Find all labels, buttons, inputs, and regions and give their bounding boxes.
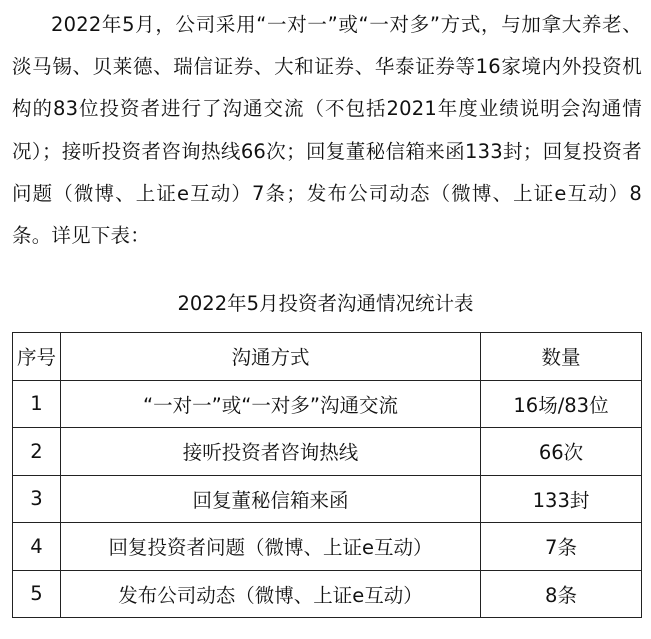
cell-quantity: 66次 — [481, 428, 642, 476]
header-method: 沟通方式 — [61, 333, 481, 381]
cell-quantity: 16场/83位 — [481, 380, 642, 428]
table-row — [13, 523, 642, 571]
cell-method: 回复投资者问题（微博、上证e互动） — [61, 523, 481, 571]
cell-index: 3 — [13, 475, 61, 523]
cell-index: 2 — [13, 428, 61, 476]
table-header-row — [13, 333, 642, 381]
cell-method: “一对一”或“一对多”沟通交流 — [61, 380, 481, 428]
cell-index: 5 — [13, 570, 61, 618]
table-row — [13, 475, 642, 523]
table-row — [13, 380, 642, 428]
cell-method: 回复董秘信箱来函 — [61, 475, 481, 523]
cell-index: 4 — [13, 523, 61, 571]
cell-quantity: 8条 — [481, 570, 642, 618]
header-index: 序号 — [13, 333, 61, 381]
cell-index: 1 — [13, 380, 61, 428]
statistics-table — [12, 332, 642, 618]
cell-method: 接听投资者咨询热线 — [61, 428, 481, 476]
table-row — [13, 570, 642, 618]
body-paragraph: 2022年5月，公司采用“一对一”或“一对多”方式，与加拿大养老、淡马锡、贝莱德、瑞信证券、大和证券、华泰证券等16家境内外投资机构的83位投资者进行了沟通交流（不包括2021年度业绩说明会沟通情况）；接听投资者咨询热线66次；回复董秘信箱来函133封；回复投资者问题（微博、上证e互动）7条；发布公司动态（微博、上证e互动）8条。详见下表： — [12, 13, 642, 248]
table-title: 2022年5月投资者沟通情况统计表 — [177, 292, 474, 315]
cell-method: 发布公司动态（微博、上证e互动） — [61, 570, 481, 618]
cell-quantity: 7条 — [481, 523, 642, 571]
cell-quantity: 133封 — [481, 475, 642, 523]
table-row — [13, 428, 642, 476]
header-quantity: 数量 — [481, 333, 642, 381]
